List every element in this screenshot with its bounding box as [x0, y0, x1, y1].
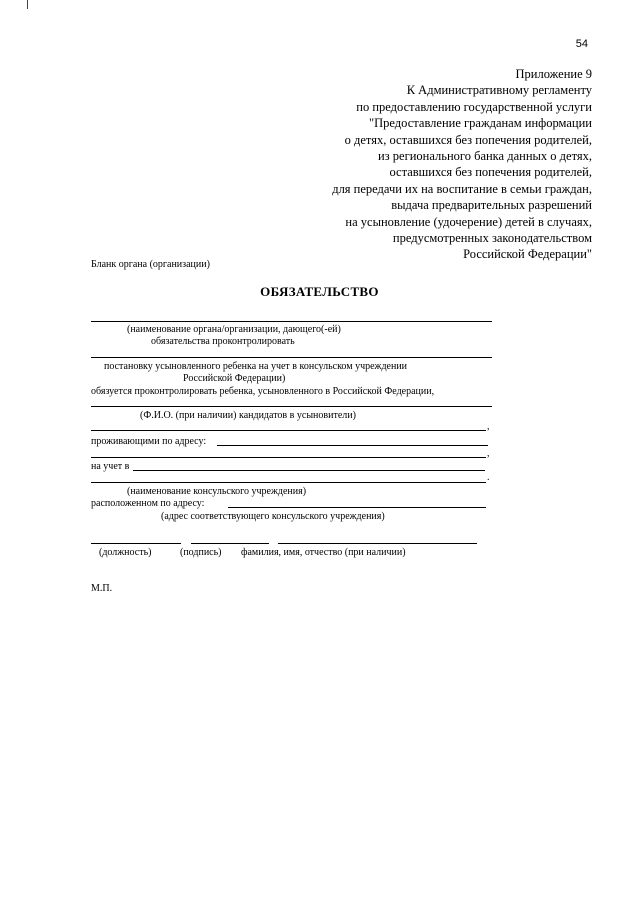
signature-caption: (подпись): [180, 547, 222, 558]
account-blank-line: [133, 470, 485, 471]
stamp-placeholder: М.П.: [91, 583, 113, 594]
period: .: [487, 472, 490, 483]
signature-blank-line: [191, 543, 269, 544]
appendix-line: по предоставлению государственной услуги: [356, 99, 592, 114]
candidates-blank-line-2: [91, 430, 486, 431]
registration-caption: постановку усыновленного ребенка на учет в консульском учреждении: [104, 361, 408, 372]
obligation-text: обязуется проконтролировать ребенка, усыновленного в Российской Федерации,: [91, 386, 435, 397]
appendix-line: для передачи их на воспитание в семьи граждан,: [332, 181, 592, 196]
full-name-caption: фамилия, имя, отчество (при наличии): [241, 547, 406, 558]
appendix-line: предусмотренных законодательством: [392, 231, 592, 246]
appendix-line: о детях, оставшихся без попечения родителей,: [344, 132, 592, 147]
comma: ,: [487, 421, 490, 432]
account-label: на учет в: [91, 461, 130, 472]
page-number: 54: [575, 38, 588, 50]
appendix-line: на усыновление (удочерение) детей в случаях,: [345, 214, 592, 229]
consulate-address-blank-line: [228, 507, 486, 508]
organization-blank-line: [91, 321, 492, 322]
appendix-line: К Административному регламенту: [406, 83, 592, 98]
organization-caption-continued: обязательства проконтролировать: [151, 336, 295, 347]
appendix-line: выдача предварительных разрешений: [391, 198, 592, 213]
residence-label: проживающими по адресу:: [91, 436, 207, 447]
consulate-location-label: расположенном по адресу:: [91, 498, 205, 509]
document-title: ОБЯЗАТЕЛЬСТВО: [260, 284, 379, 299]
child-blank-line: [91, 357, 492, 358]
letterhead-label: Бланк органа (организации): [91, 259, 210, 270]
position-blank-line: [91, 543, 181, 544]
full-name-blank-line: [278, 543, 477, 544]
candidates-caption: (Ф.И.О. (при наличии) кандидатов в усыновители): [140, 410, 356, 421]
appendix-line: Российской Федерации": [463, 247, 592, 262]
appendix-header: [332, 66, 592, 263]
consulate-blank-line: [91, 482, 486, 483]
registration-caption-continued: Российской Федерации): [183, 373, 286, 384]
appendix-line: "Предоставление гражданам информации: [369, 116, 592, 131]
scan-edge-mark: [27, 0, 28, 9]
appendix-line: из регионального банка данных о детях,: [378, 149, 592, 164]
organization-caption: (наименование органа/организации, дающего(-ей): [127, 324, 341, 335]
appendix-line: Приложение 9: [515, 67, 592, 81]
comma: ,: [487, 448, 490, 459]
appendix-line: оставшихся без попечения родителей,: [389, 165, 592, 180]
candidates-blank-line: [91, 406, 492, 407]
consulate-address-caption: (адрес соответствующего консульского учреждения): [161, 511, 385, 522]
position-caption: (должность): [99, 547, 152, 558]
residence-blank-line-2: [91, 457, 486, 458]
residence-blank-line: [217, 445, 488, 446]
consulate-caption: (наименование консульского учреждения): [127, 486, 307, 497]
